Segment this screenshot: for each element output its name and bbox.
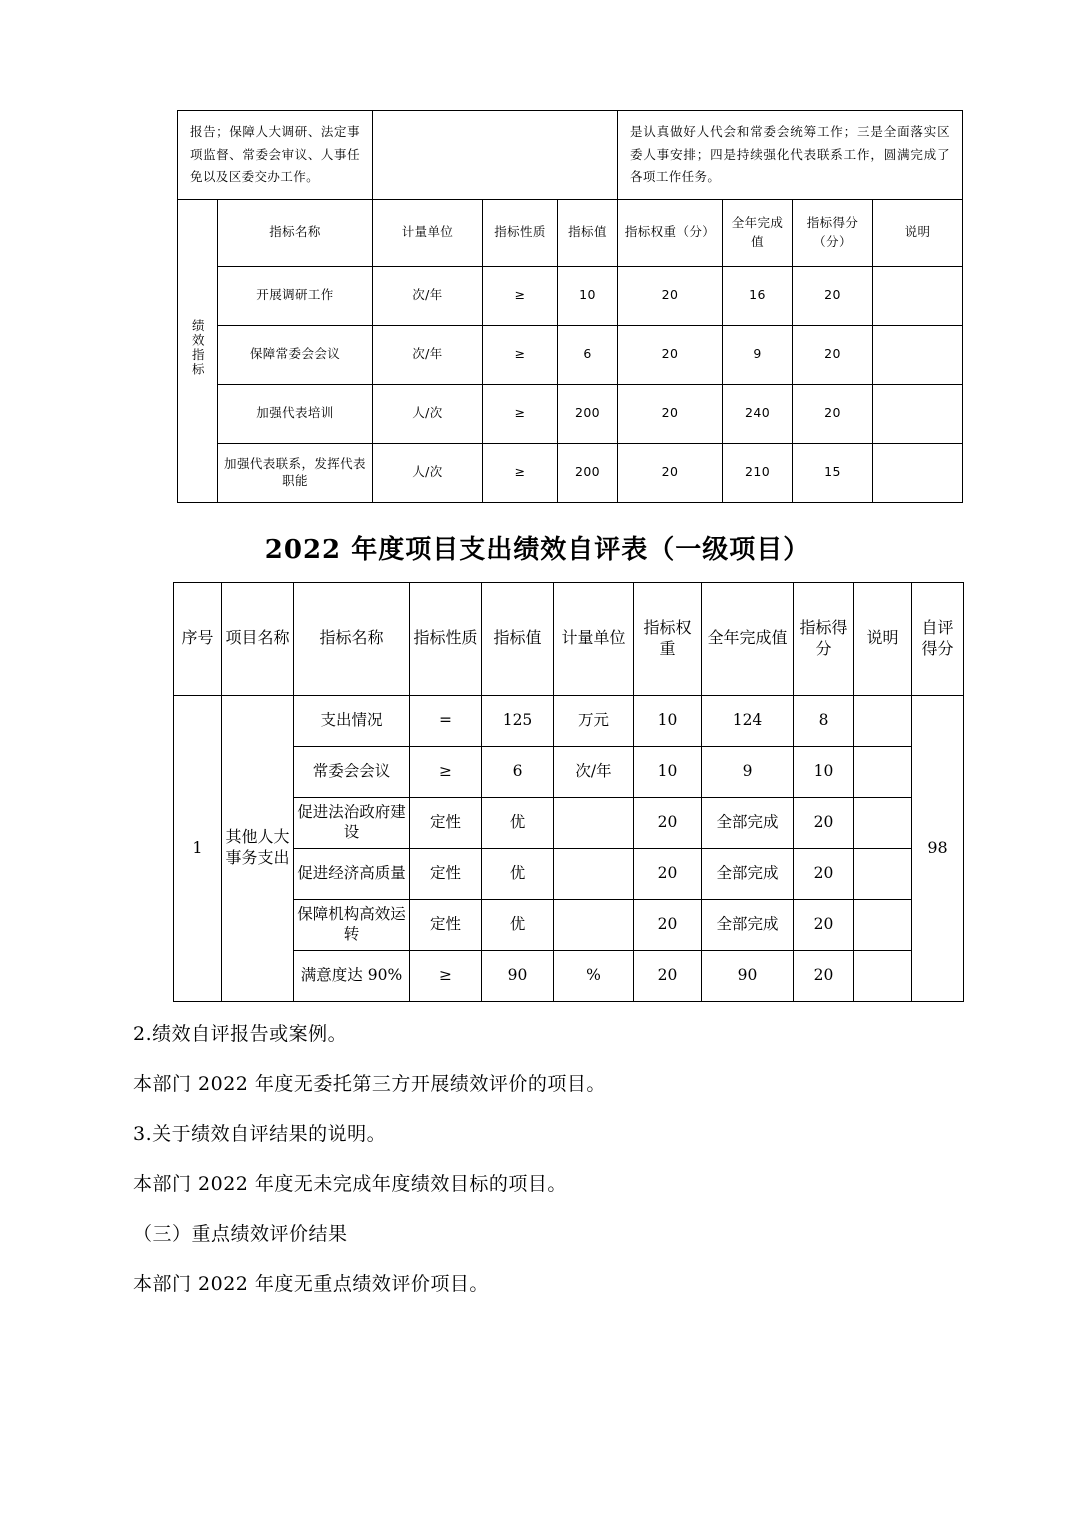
cell-weight: 20 (618, 325, 723, 384)
cell-score: 20 (793, 384, 873, 443)
col-header-self-score: 自评得分 (912, 582, 964, 695)
col-header-score: 指标得分 (794, 582, 854, 695)
cell-nature: ≥ (410, 746, 482, 797)
col-header-completed: 全年完成值 (723, 199, 793, 266)
continued-right-text: 是认真做好人代会和常委会统筹工作；三是全面落实区委人事安排；四是持续强化代表联系工作，圆满完成了各项工作任务。 (618, 111, 963, 200)
cell-unit: 人/次 (373, 443, 483, 502)
cell-unit: 万元 (554, 695, 634, 746)
cell-nature: ≥ (410, 950, 482, 1001)
col-header-note: 说明 (873, 199, 963, 266)
paragraph-self-eval-result-note: 3.关于绩效自评结果的说明。 (133, 1122, 387, 1145)
cell-value: 200 (558, 443, 618, 502)
cell-score: 20 (794, 848, 854, 899)
cell-note (873, 443, 963, 502)
cell-weight: 20 (634, 848, 702, 899)
table-row (178, 266, 963, 325)
cell-completed: 124 (702, 695, 794, 746)
cell-weight: 20 (618, 443, 723, 502)
cell-score: 20 (793, 325, 873, 384)
cell-note (854, 848, 912, 899)
cell-unit: 次/年 (373, 325, 483, 384)
col-header-unit: 计量单位 (554, 582, 634, 695)
col-header-nature: 指标性质 (410, 582, 482, 695)
col-header-note: 说明 (854, 582, 912, 695)
paragraph-third-party: 本部门 2022 年度无委托第三方开展绩效评价的项目。 (133, 1072, 606, 1095)
cell-indicator-name: 促进经济高质量 (294, 848, 410, 899)
col-header-value: 指标值 (558, 199, 618, 266)
cell-note (873, 384, 963, 443)
cell-indicator-name: 保障常委会会议 (218, 325, 373, 384)
cell-note (854, 797, 912, 848)
cell-nature: 定性 (410, 848, 482, 899)
cell-score: 20 (793, 266, 873, 325)
col-header-score: 指标得分（分） (793, 199, 873, 266)
side-label-performance-indicator: 绩效指标 (178, 199, 218, 502)
cell-note (854, 695, 912, 746)
cell-nature: ≥ (483, 325, 558, 384)
cell-note (854, 899, 912, 950)
cell-self-score: 98 (912, 695, 964, 1001)
page-title: 2022 年度项目支出绩效自评表（一级项目） (264, 534, 811, 565)
cell-completed: 240 (723, 384, 793, 443)
col-header-completed: 全年完成值 (702, 582, 794, 695)
cell-score: 20 (794, 899, 854, 950)
cell-nature: ≥ (483, 266, 558, 325)
cell-indicator-name: 常委会会议 (294, 746, 410, 797)
col-header-nature: 指标性质 (483, 199, 558, 266)
col-header-indicator-name: 指标名称 (218, 199, 373, 266)
cell-score: 20 (794, 950, 854, 1001)
cell-value: 优 (482, 848, 554, 899)
cell-unit: 次/年 (554, 746, 634, 797)
cell-completed: 全部完成 (702, 797, 794, 848)
continued-left-text: 报告；保障人大调研、法定事项监督、常委会审议、人事任免以及区委交办工作。 (178, 111, 373, 200)
cell-unit: % (554, 950, 634, 1001)
continued-middle-text (373, 111, 618, 200)
cell-unit (554, 797, 634, 848)
paragraph-self-eval-report: 2.绩效自评报告或案例。 (133, 1022, 348, 1045)
cell-weight: 20 (618, 384, 723, 443)
col-header-weight: 指标权重 (634, 582, 702, 695)
cell-completed: 9 (723, 325, 793, 384)
cell-value: 优 (482, 899, 554, 950)
cell-weight: 20 (634, 899, 702, 950)
continued-performance-table (177, 110, 963, 503)
cell-weight: 10 (634, 746, 702, 797)
cell-nature: 定性 (410, 797, 482, 848)
table-header-row (174, 582, 964, 695)
cell-score: 20 (794, 797, 854, 848)
cell-indicator-name: 保障机构高效运转 (294, 899, 410, 950)
cell-unit (554, 899, 634, 950)
cell-weight: 20 (618, 266, 723, 325)
cell-note (854, 950, 912, 1001)
cell-indicator-name: 支出情况 (294, 695, 410, 746)
cell-unit (554, 848, 634, 899)
cell-value: 6 (482, 746, 554, 797)
paragraph-section-heading: （三）重点绩效评价结果 (133, 1222, 348, 1245)
cell-nature: 定性 (410, 899, 482, 950)
col-header-value: 指标值 (482, 582, 554, 695)
table-row (178, 384, 963, 443)
cell-indicator-name: 促进法治政府建设 (294, 797, 410, 848)
table-row (178, 325, 963, 384)
cell-completed: 16 (723, 266, 793, 325)
table-header-row (178, 199, 963, 266)
cell-value: 优 (482, 797, 554, 848)
paragraph-key-evaluation: 本部门 2022 年度无重点绩效评价项目。 (133, 1272, 489, 1295)
cell-score: 8 (794, 695, 854, 746)
cell-completed: 210 (723, 443, 793, 502)
col-header-unit: 计量单位 (373, 199, 483, 266)
cell-value: 125 (482, 695, 554, 746)
cell-score: 15 (793, 443, 873, 502)
cell-score: 10 (794, 746, 854, 797)
cell-nature: ≥ (483, 443, 558, 502)
paragraph-unfinished-goals: 本部门 2022 年度无未完成年度绩效目标的项目。 (133, 1172, 567, 1195)
col-header-weight: 指标权重（分） (618, 199, 723, 266)
table-row (178, 443, 963, 502)
cell-completed: 9 (702, 746, 794, 797)
cell-nature: ≥ (483, 384, 558, 443)
cell-value: 200 (558, 384, 618, 443)
cell-seq: 1 (174, 695, 222, 1001)
cell-value: 90 (482, 950, 554, 1001)
cell-indicator-name: 加强代表培训 (218, 384, 373, 443)
cell-completed: 全部完成 (702, 899, 794, 950)
cell-note (873, 325, 963, 384)
cell-unit: 次/年 (373, 266, 483, 325)
cell-indicator-name: 满意度达 90% (294, 950, 410, 1001)
cell-note (854, 746, 912, 797)
cell-value: 6 (558, 325, 618, 384)
cell-weight: 20 (634, 797, 702, 848)
cell-weight: 20 (634, 950, 702, 1001)
cell-indicator-name: 加强代表联系，发挥代表职能 (218, 443, 373, 502)
col-header-seq: 序号 (174, 582, 222, 695)
project-expenditure-self-evaluation-table (173, 582, 964, 1002)
cell-completed: 全部完成 (702, 848, 794, 899)
cell-nature: = (410, 695, 482, 746)
cell-completed: 90 (702, 950, 794, 1001)
cell-weight: 10 (634, 695, 702, 746)
cell-project-name: 其他人大事务支出 (222, 695, 294, 1001)
col-header-project-name: 项目名称 (222, 582, 294, 695)
col-header-indicator-name: 指标名称 (294, 582, 410, 695)
cell-unit: 人/次 (373, 384, 483, 443)
cell-indicator-name: 开展调研工作 (218, 266, 373, 325)
table-row (174, 695, 964, 746)
table-row (178, 111, 963, 200)
cell-note (873, 266, 963, 325)
cell-value: 10 (558, 266, 618, 325)
